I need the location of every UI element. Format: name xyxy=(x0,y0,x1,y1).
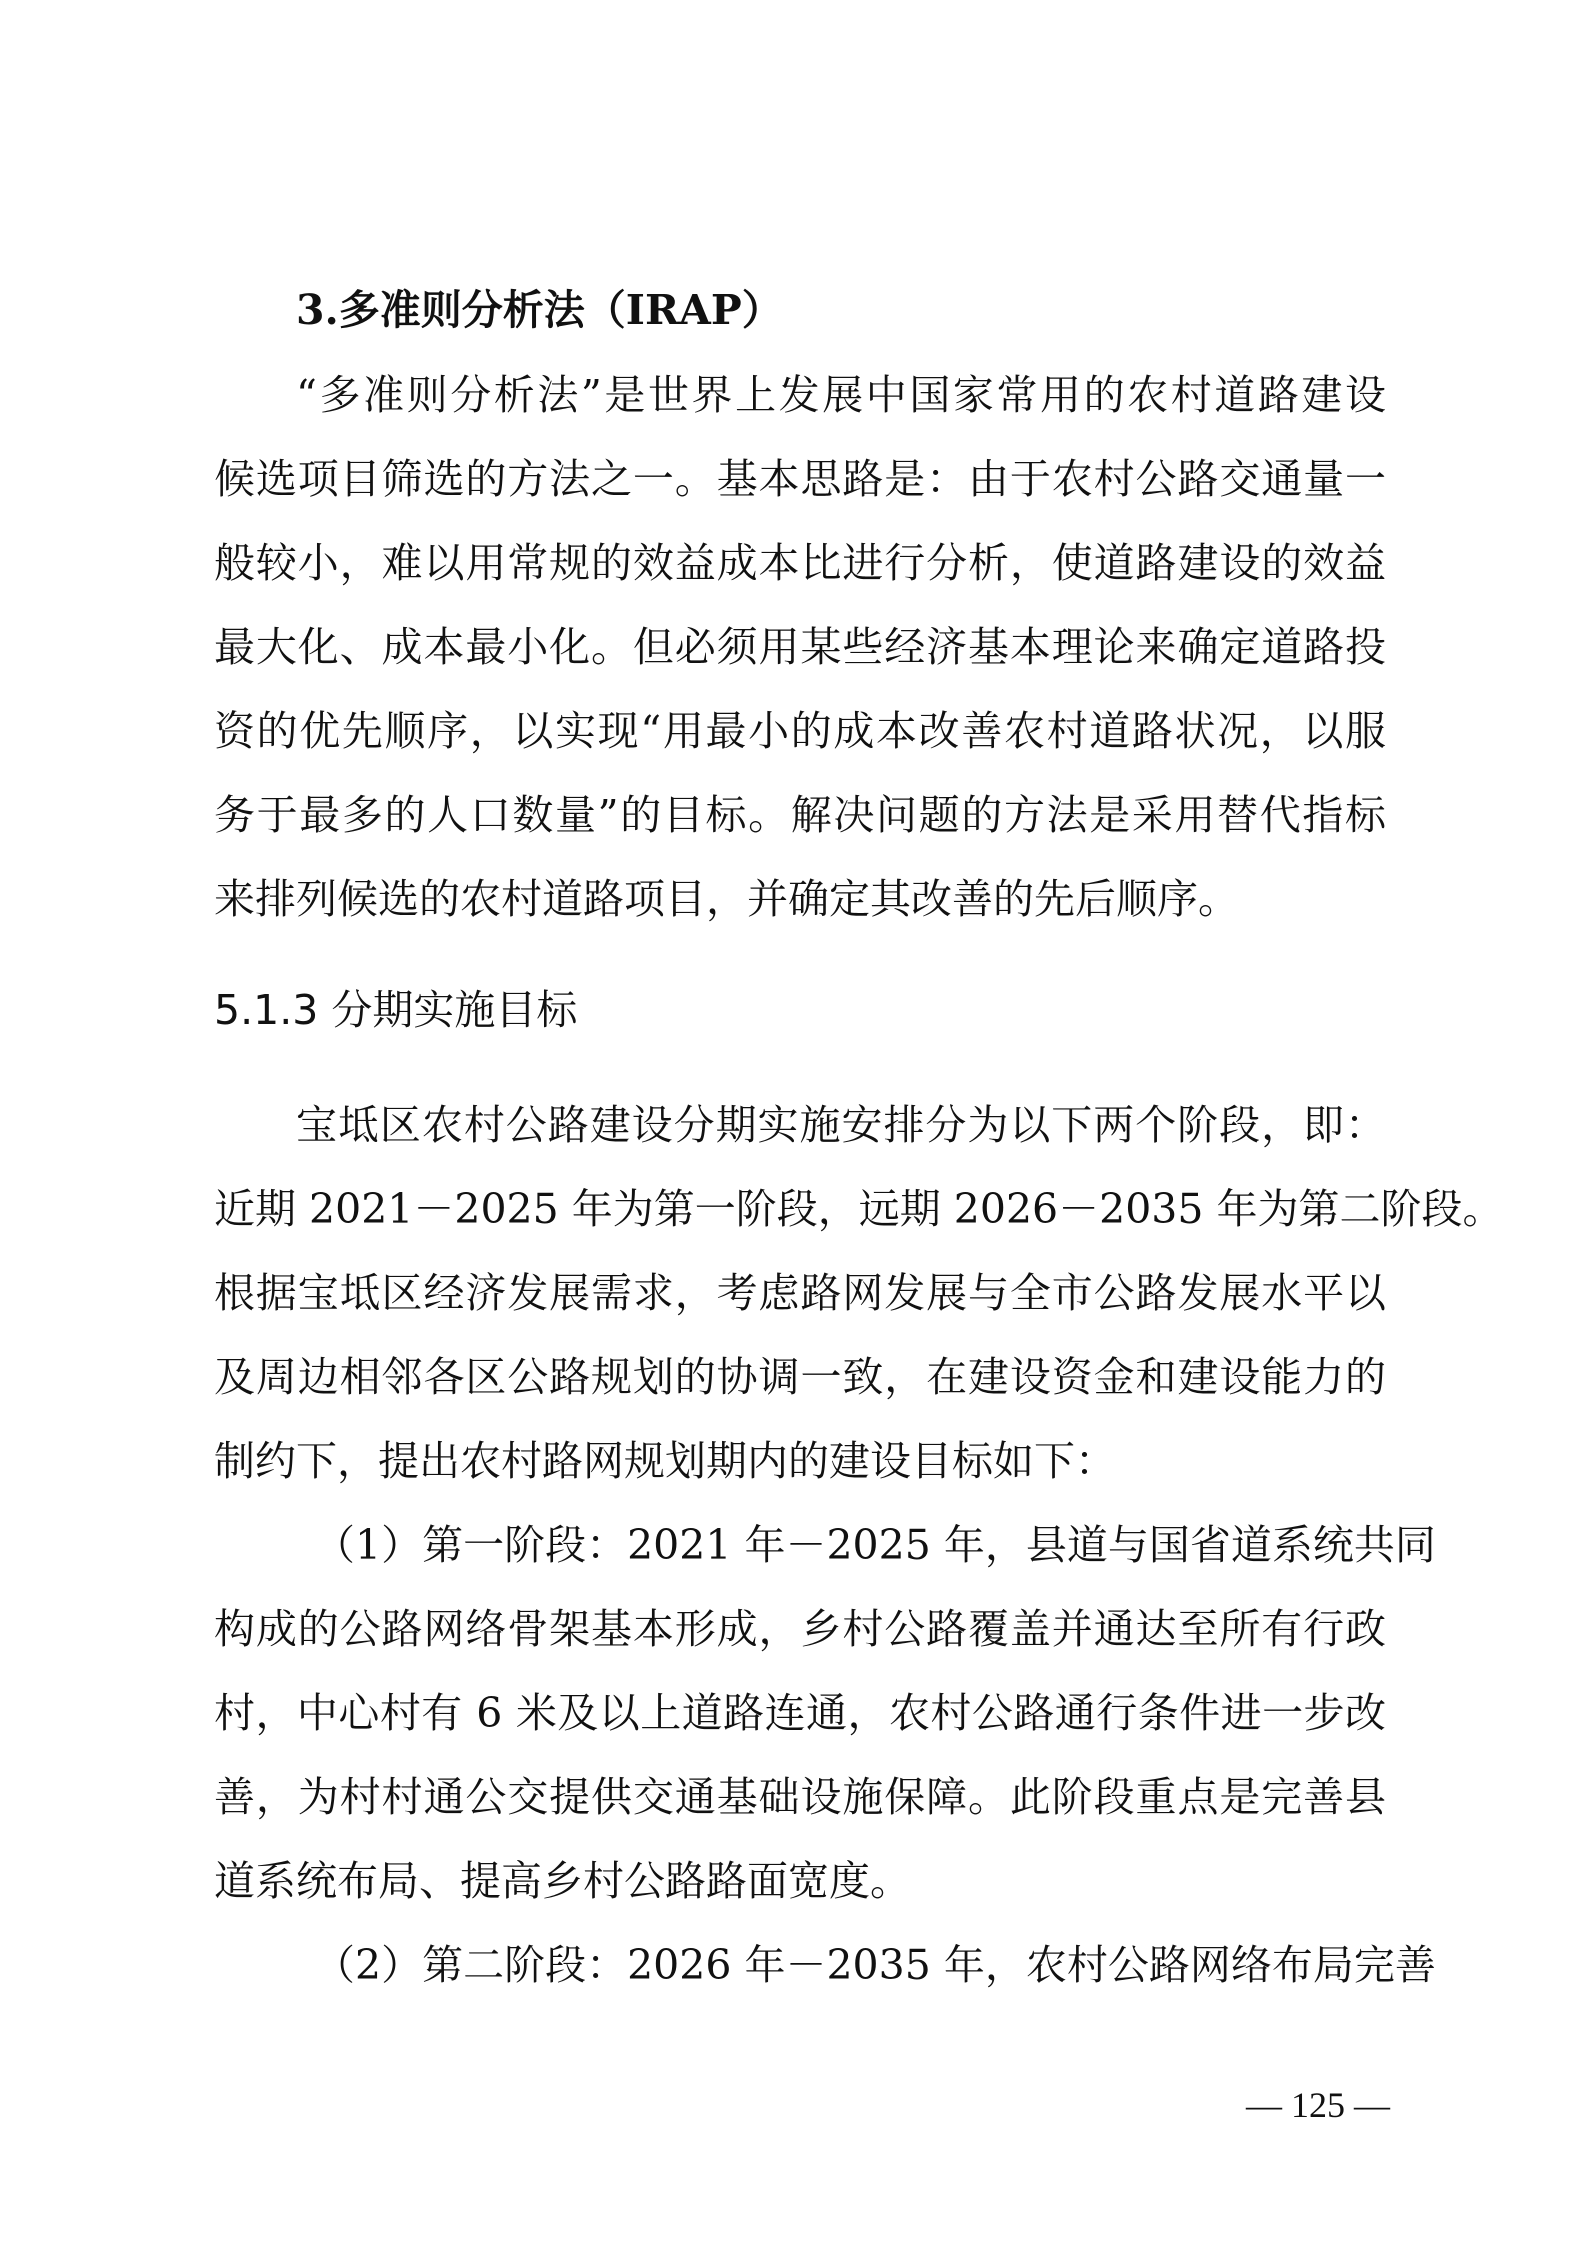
paragraph-1-line-2: 候选项目筛选的方法之一。基本思路是：由于农村公路交通量一 xyxy=(214,455,1386,503)
paragraph-2-line-1: 宝坻区农村公路建设分期实施安排分为以下两个阶段，即： xyxy=(296,1101,1386,1149)
paragraph-1-line-7: 来排列候选的农村道路项目，并确定其改善的先后顺序。 xyxy=(214,875,1239,923)
paragraph-1-line-3: 般较小，难以用常规的效益成本比进行分析，使道路建设的效益 xyxy=(214,539,1386,587)
paragraph-2-line-3: 根据宝坻区经济发展需求，考虑路网发展与全市公路发展水平以 xyxy=(214,1269,1386,1317)
paragraph-1-line-5: 资的优先顺序，以实现“用最小的成本改善农村道路状况，以服 xyxy=(214,707,1386,755)
paragraph-1-line-6: 务于最多的人口数量”的目标。解决问题的方法是采用替代指标 xyxy=(214,791,1386,839)
paragraph-3-line-3: 村，中心村有 6 米及以上道路连通，农村公路通行条件进一步改 xyxy=(214,1689,1386,1737)
subsection-heading: 5.1.3 分期实施目标 xyxy=(214,986,578,1034)
paragraph-3-line-5: 道系统布局、提高乡村公路路面宽度。 xyxy=(214,1857,911,1905)
paragraph-2-line-2: 近期 2021－2025 年为第一阶段，远期 2026－2035 年为第二阶段。 xyxy=(214,1185,1504,1233)
paragraph-1-line-1: “多准则分析法”是世界上发展中国家常用的农村道路建设 xyxy=(296,371,1386,419)
paragraph-3-line-2: 构成的公路网络骨架基本形成，乡村公路覆盖并通达至所有行政 xyxy=(214,1605,1386,1653)
paragraph-3-line-1: （1）第一阶段：2021 年－2025 年，县道与国省道系统共同 xyxy=(314,1521,1436,1569)
paragraph-3-line-4: 善，为村村通公交提供交通基础设施保障。此阶段重点是完善县 xyxy=(214,1773,1386,1821)
paragraph-1-line-4: 最大化、成本最小化。但必须用某些经济基本理论来确定道路投 xyxy=(214,623,1386,671)
section-heading: 3.多准则分析法（IRAP） xyxy=(296,286,783,334)
paragraph-2-line-5: 制约下，提出农村路网规划期内的建设目标如下： xyxy=(214,1437,1116,1485)
page-number: — 125 — xyxy=(1246,2085,1390,2125)
paragraph-2-line-4: 及周边相邻各区公路规划的协调一致，在建设资金和建设能力的 xyxy=(214,1353,1386,1401)
paragraph-4-line-1: （2）第二阶段：2026 年－2035 年，农村公路网络布局完善 xyxy=(314,1941,1436,1989)
